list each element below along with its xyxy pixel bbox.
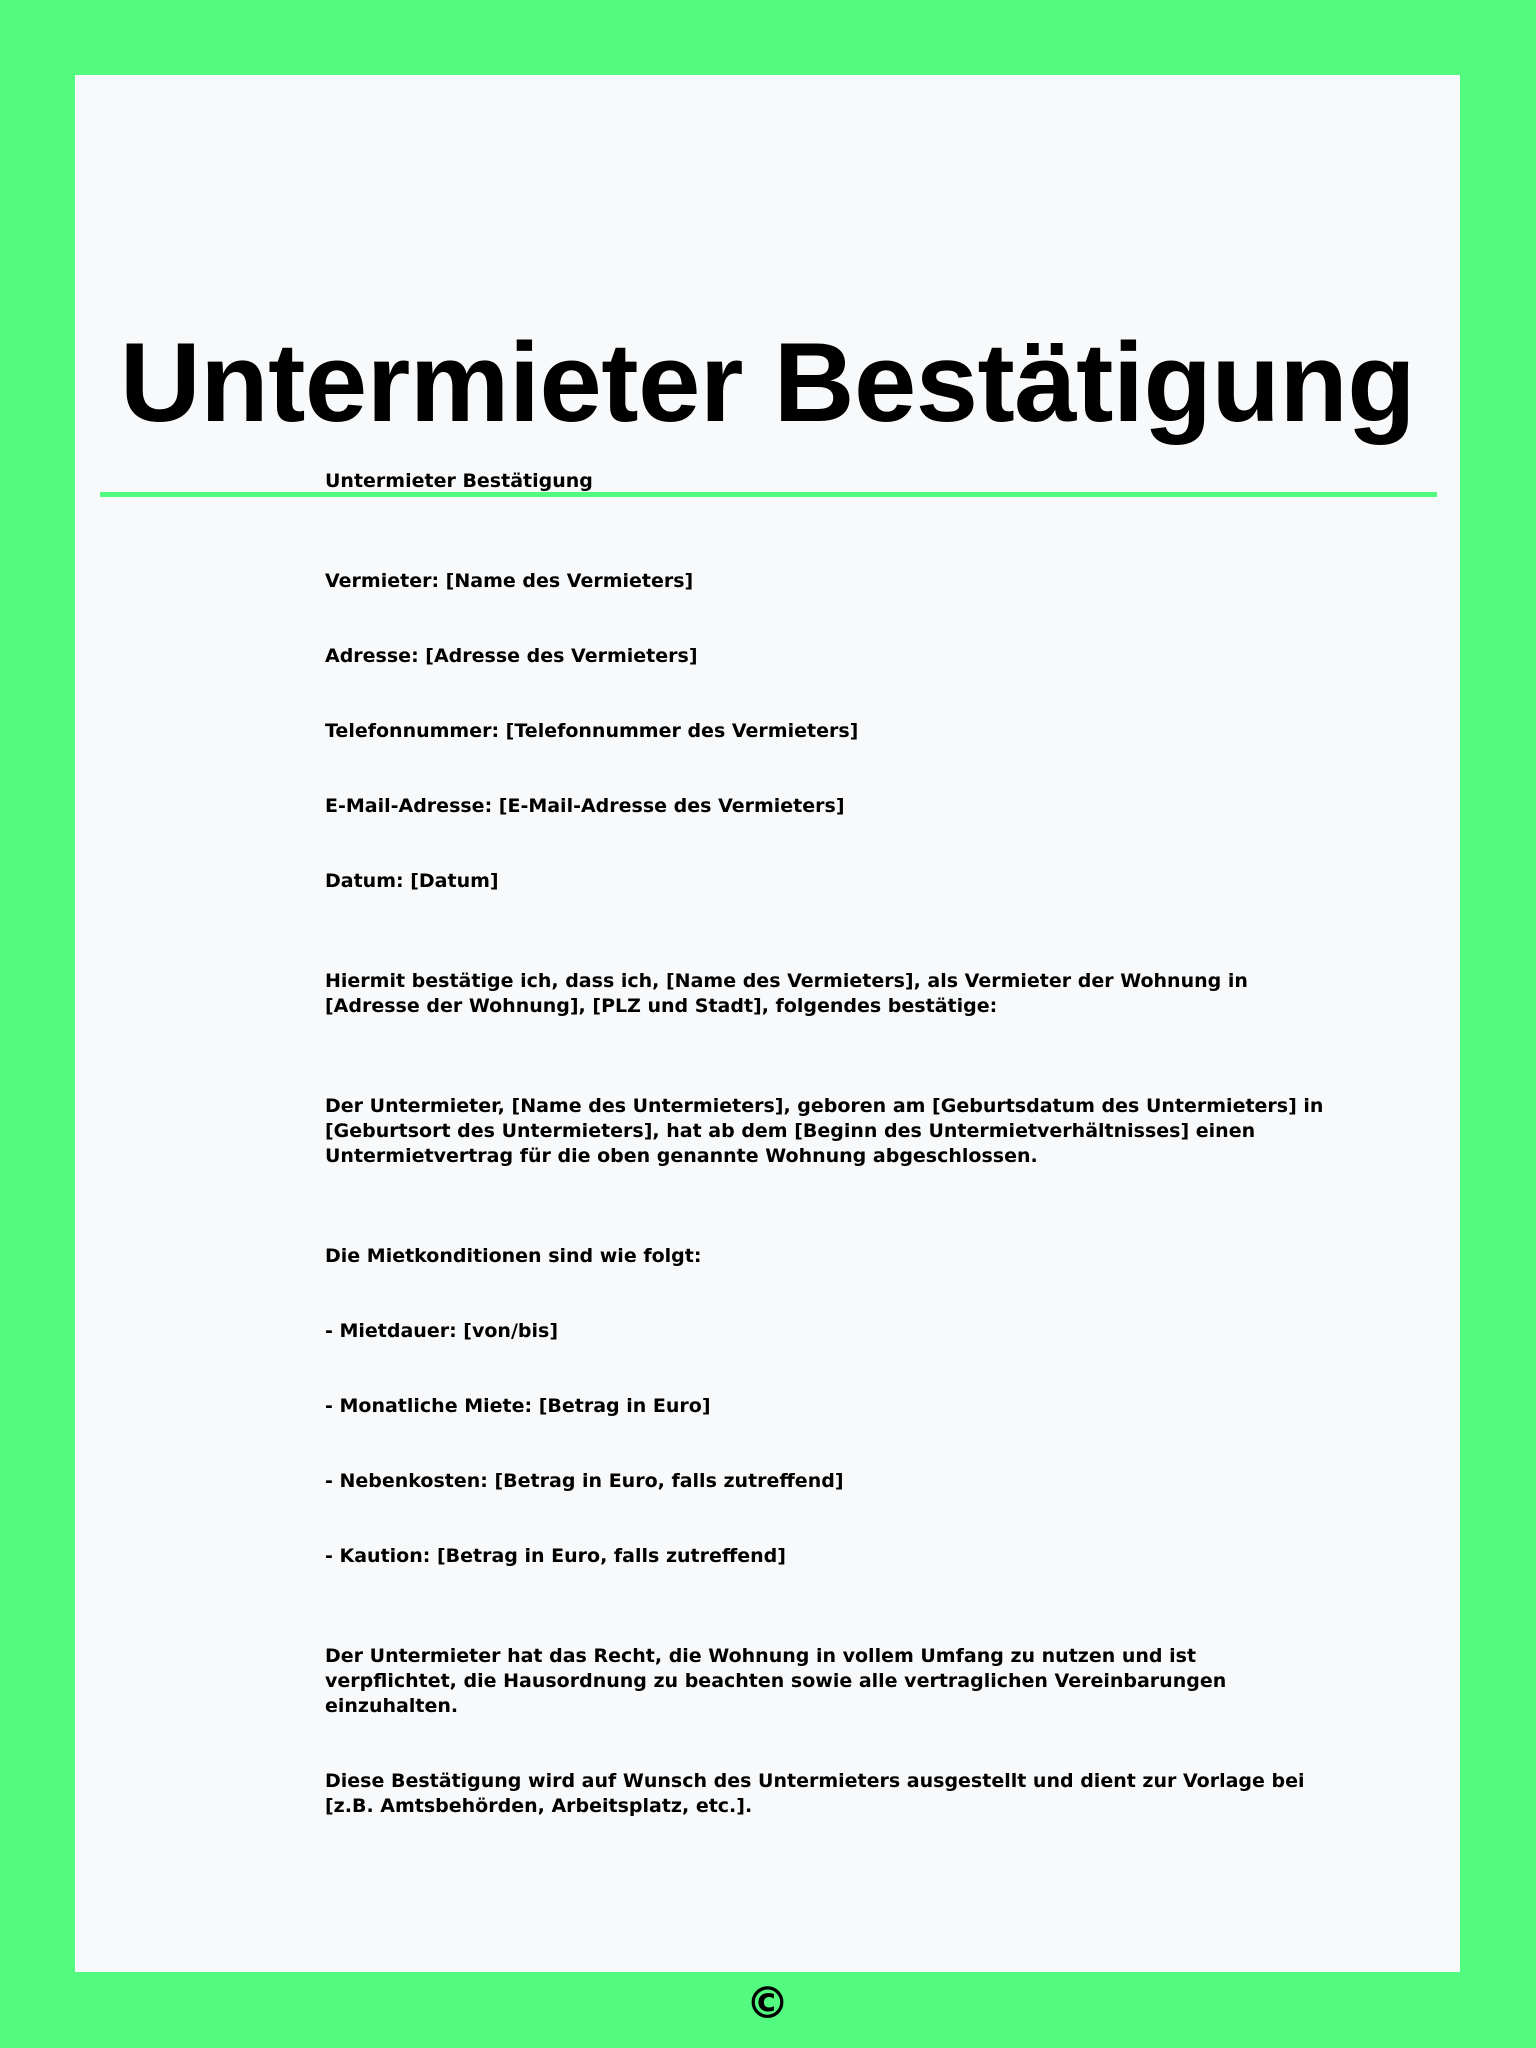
document-paper [75, 75, 1460, 2029]
condition-item: - Nebenkosten: [Betrag in Euro, falls zutreffend] [325, 1470, 844, 1492]
copyright-icon: © [745, 1978, 790, 2029]
landlord-phone-line: Telefonnummer: [Telefonnummer des Vermieters] [325, 720, 859, 742]
page-title: Untermieter Bestätigung [119, 320, 1416, 445]
landlord-address-line: Adresse: [Adresse des Vermieters] [325, 645, 698, 667]
subtenant-info-paragraph: Der Untermieter, [Name des Untermieters], geboren am [Geburtsdatum des Untermieters] in [Geburtsort des Untermieters], hat ab dem [Beginn des Untermietverhältnisses] einen Untermietvertrag für die oben genannte Wohnung abgeschlossen. [325, 1095, 1324, 1167]
condition-item: - Monatliche Miete: [Betrag in Euro] [325, 1395, 711, 1417]
document-subtitle: Untermieter Bestätigung [325, 470, 593, 492]
rights-paragraph: Der Untermieter hat das Recht, die Wohnung in vollem Umfang zu nutzen und ist verpflichtet, die Hausordnung zu beachten sowie alle vertraglichen Vereinbarungen einzuhalten. [325, 1645, 1227, 1717]
condition-item: - Mietdauer: [von/bis] [325, 1320, 559, 1342]
condition-item: - Kaution: [Betrag in Euro, falls zutreffend] [325, 1545, 786, 1567]
conditions-intro: Die Mietkonditionen sind wie folgt: [325, 1245, 702, 1267]
landlord-name-line: Vermieter: [Name des Vermieters] [325, 570, 694, 592]
landlord-email-line: E-Mail-Adresse: [E-Mail-Adresse des Vermieters] [325, 795, 845, 817]
date-line: Datum: [Datum] [325, 870, 499, 892]
purpose-paragraph: Diese Bestätigung wird auf Wunsch des Untermieters ausgestellt und dient zur Vorlage bei [z.B. Amtsbehörden, Arbeitsplatz, etc.]. [325, 1770, 1305, 1817]
confirmation-intro-paragraph: Hiermit bestätige ich, dass ich, [Name des Vermieters], als Vermieter der Wohnung in [Adresse der Wohnung], [PLZ und Stadt], folgendes bestätige: [325, 970, 1248, 1017]
